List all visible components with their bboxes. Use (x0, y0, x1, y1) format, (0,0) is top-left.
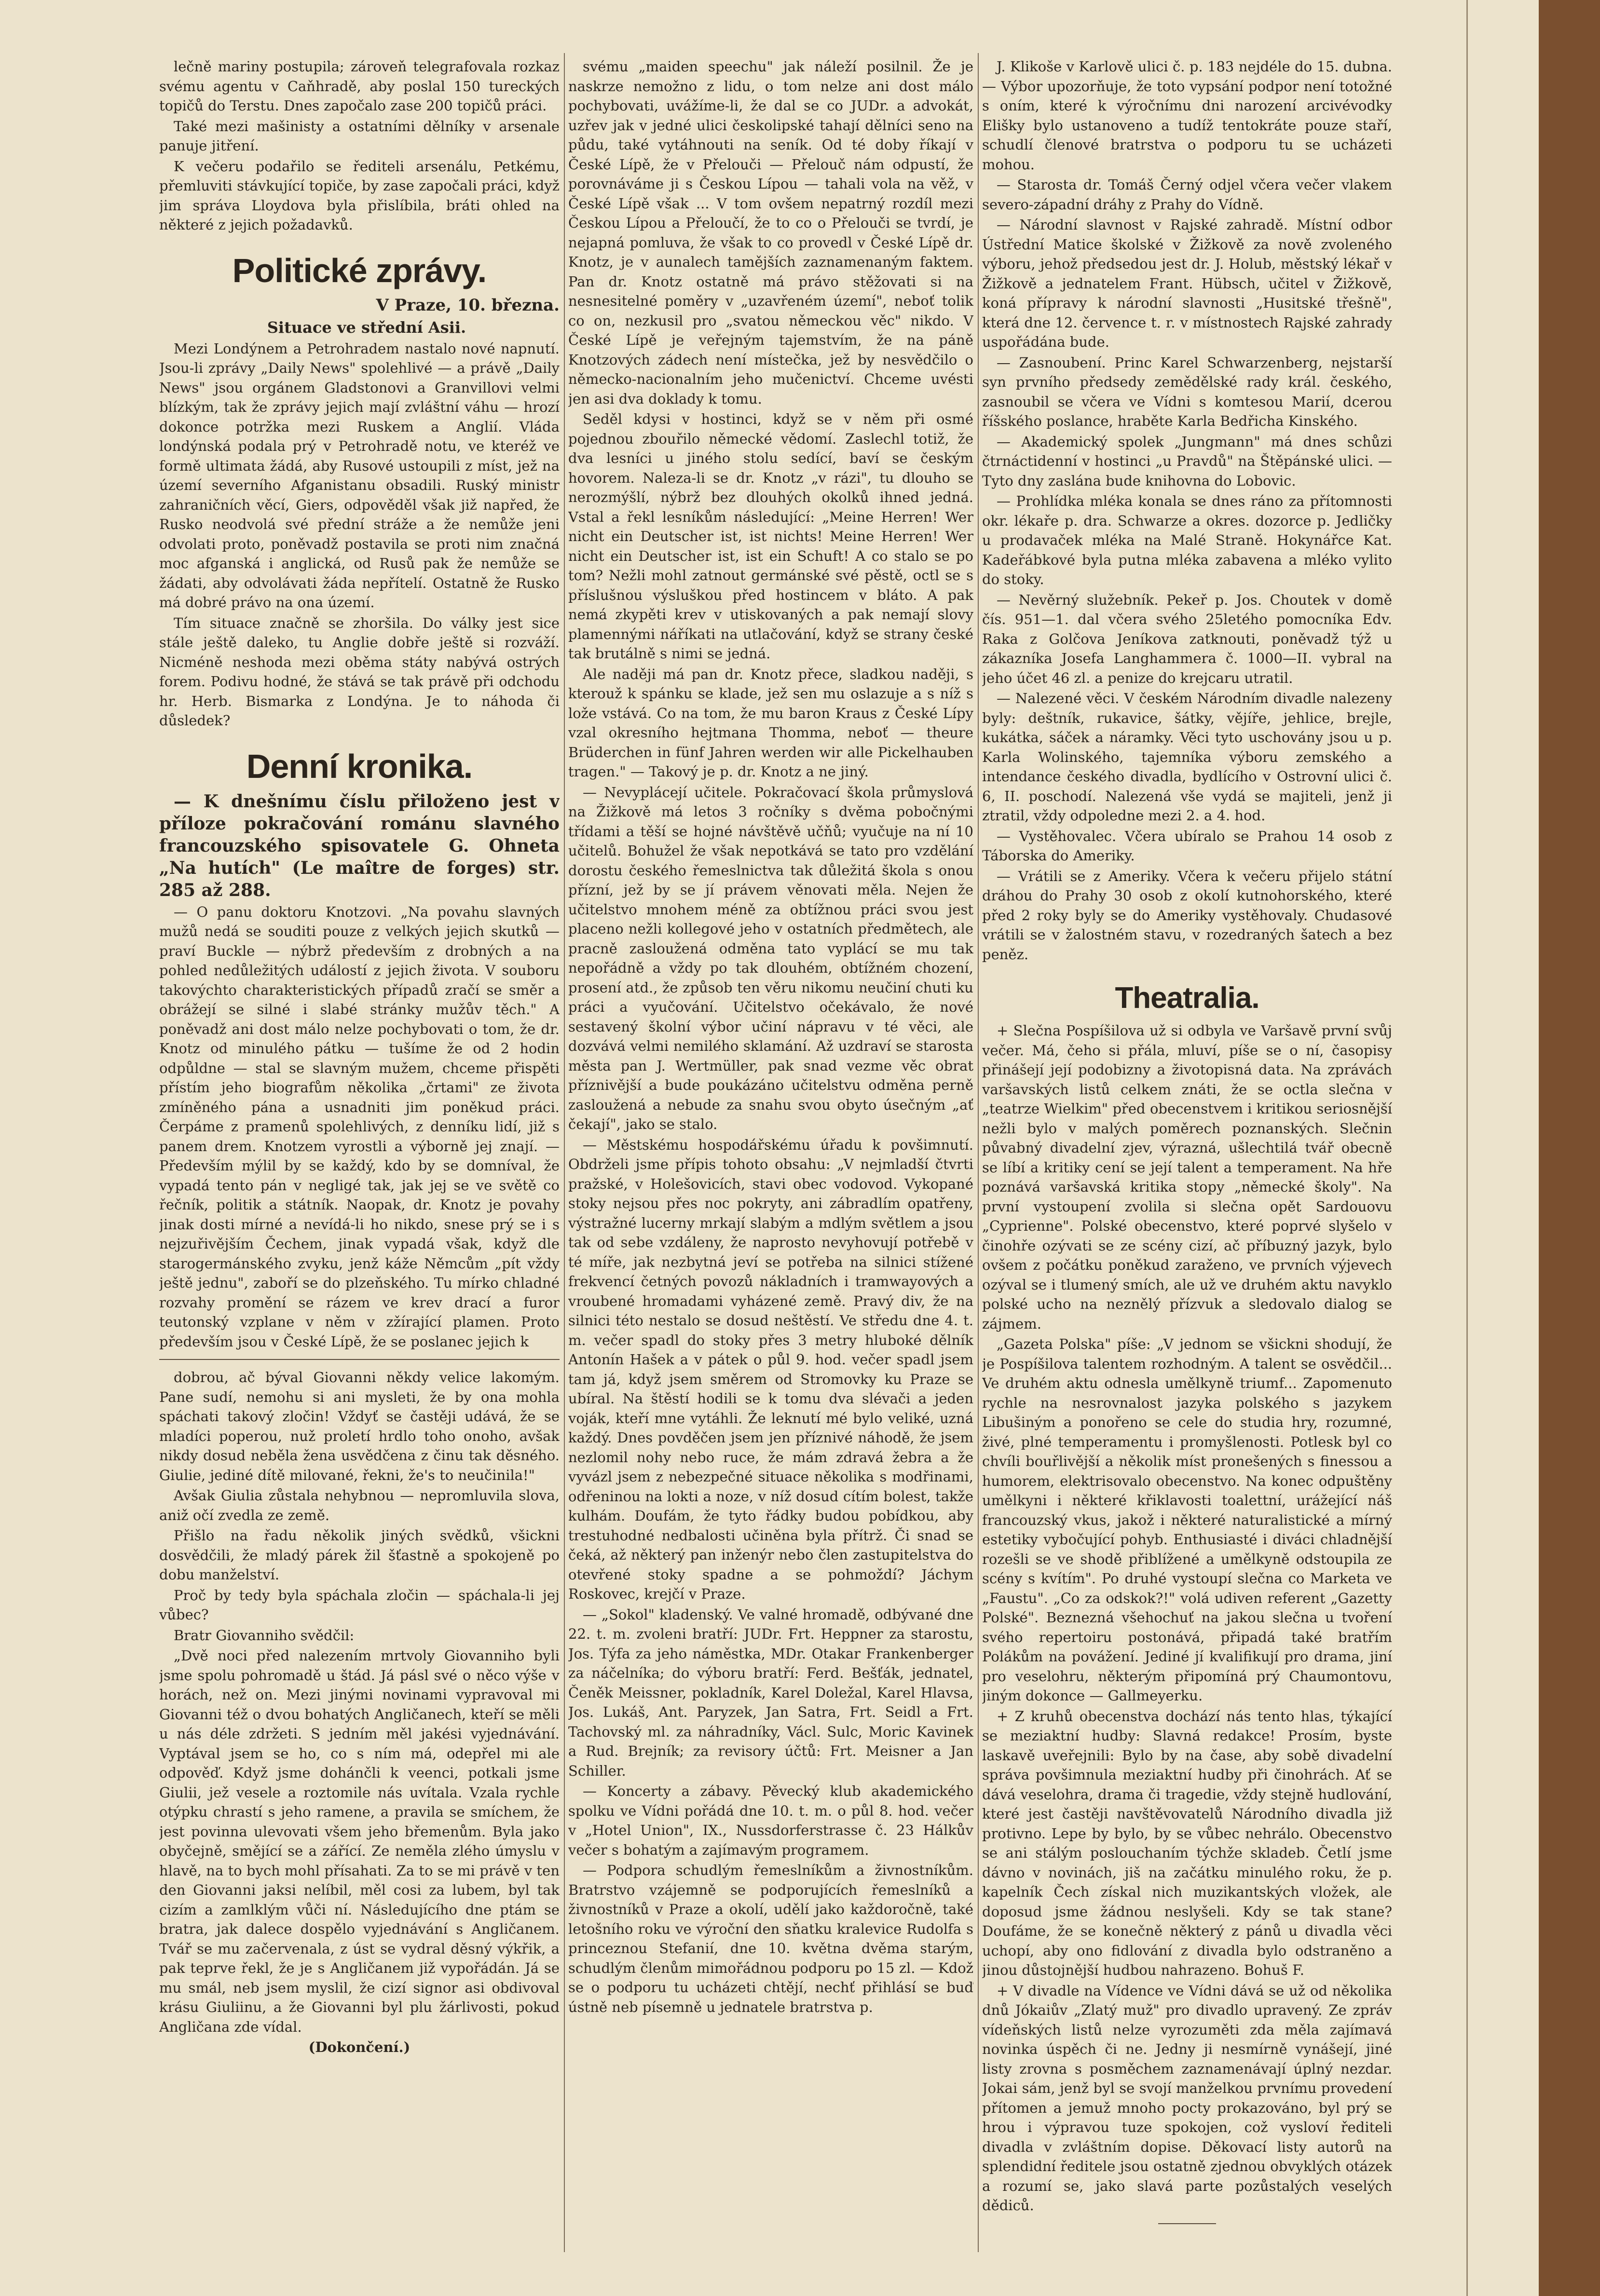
paragraph: + Slečna Pospíšilova už si odbyla ve Varšavě první svůj večer. Má, čeho si přála, mluví, píše se o ní, časopisy přinášejí její podobizny a životopisná data. Na zprávách varšavských listů celkem znáti, že se octla slečna v „teatrze Wielkim" před obecenstvem i kritikou seriosnější nežli bylo v malých poměrech poznanských. Slečnin půvabný divadelní zjev, výrazná, ušlechtilá tvář obecně se líbí a kritiky cení se její talent a temperament. Na hře poznává varšavská kritika stopy „německé školy". Na první vystoupení zvolila si slečna opět Sardouovu „Cyprienne". Polské obecenstvo, které poprvé slyšelo v činohře ozývati se ze scény cizí, ač příbuzný jazyk, bylo ovšem z počátku poněkud zaraženo, ve prvních výjevech ozýval se i tlumený smích, ale už ve druhém aktu navyklo polské ucho na neznělý přízvuk a sledovalo dialog se zájmem. (982, 1022, 1392, 1332)
section-heading: Denní kronika. (246, 747, 473, 785)
column-rule (978, 53, 979, 2252)
paragraph: Ale naději má pan dr. Knotz přece, sladkou naději, s kterouž k spánku se klade, jež sen mu oslazuje a s níž s lože vstává. Co na tom, že mu baron Kraus z České Lípy vzal okresního hejtmana Thomma, neboť — theure Brüderchen in fünf Jahren werden wir alle Pickelhauben tragen." — Takový je p. dr. Knotz a ne jiný. (568, 666, 973, 780)
paragraph: dobrou, ač býval Giovanni někdy velice lakomým. Pane sudí, nemohu si ani mysleti, že by ona mohla spáchati takový zločin! Vždyť se častěji udává, že se mladíci poperou, nuž proletí hrdlo toho onoho, avšak nikdy dosud neběla žena usvědčena z činu tak děsného. Giulie, jediné dítě milované, řekni, že's to neučinila!" (159, 1369, 560, 1483)
paragraph: — „Sokol" kladenský. Ve valné hromadě, odbývané dne 22. t. m. zvoleni bratří: JUDr. Frt. Heppner za starostu, Jos. Týfa za jeho náměstka, MDr. Otakar Frankenberger za náčelníka; do výboru bratří: Ferd. Bešťák, jednatel, Čeněk Meissner, pokladník, Karel Doležal, Karel Hlavsa, Jos. Lukáš, Ant. Paryzek, Jan Satra, Frt. Seidl a Frt. Tachovský ml. za náhradníky, Václ. Sulc, Moric Kavinek a Rud. Brejník; za revisory účtů: Frt. Meisner a Jan Schiller. (568, 1606, 973, 1779)
paragraph: — Akademický spolek „Jungmann" má dnes schůzi čtrnáctidenní v hostinci „u Pravdů" na Štěpánské ulici. — Tyto dny zaslána bude knihovna do Lobovic. (982, 433, 1392, 489)
paragraph: — Vystěhovalec. Včera ubíralo se Prahou 14 osob z Táborska do Ameriky. (982, 828, 1392, 864)
paragraph: — Vrátili se z Ameriky. Včera k večeru přijelo státní dráhou do Prahy 30 osob z okolí kutnohorského, které před 2 roky byly se do Ameriky vystěhovaly. Chudasové vrátili se v žalostném stavu, v rozedraných šatech a bez peněz. (982, 868, 1392, 963)
feuilleton-divider (159, 1359, 560, 1360)
paragraph: — Nevěrný služebník. Pekeř p. Jos. Choutek v domě čís. 951—1. dal včera svého 25letého pomocníka Edv. Raka z Golčova Jeníkova zatknouti, poněvadž týž u zákazníka Josefa Langhammera č. 1000—II. vybral na jeho účet 46 zl. a penize do krejcaru utratil. (982, 591, 1392, 686)
paragraph: Proč by tedy byla spáchala zločin — spáchala-li jej vůbec? (159, 1587, 560, 1623)
paragraph: J. Klikoše v Karlově ulici č. p. 183 nejdéle do 15. dubna. — Výbor upozorňuje, že toto vypsání podpor není totožné s oním, které k výročnímu dni narození arcivévodky Elišky bylo ustanoveno a tudíž tentokráte pouze staří, schudlí členové bratrstva o podporu tu se ucházeti mohou. (982, 58, 1392, 173)
column-1 (159, 57, 560, 2275)
paragraph: Bratr Giovanniho svědčil: (174, 1627, 355, 1644)
paragraph: — Podpora schudlým řemeslníkům a živnostníkům. Bratrstvo vzájemně se podporujících řemeslníků a živnostníků v Praze a okolí, udělí jako každoročně, také letošního roku ve výroční den sňatku kralevice Rudolfa s princeznou Stefanií, dne 10. května dvěma starým, schudlým členům mimořádnou podporu po 15 zl. — Kdož se o podporu tu ucházeti chtějí, nechť přihlásí se buď ústně neb písemně u jednatele bratrstva p. (568, 1862, 973, 2015)
paragraph: — Nevyplácejí učitele. Pokračovací škola průmyslová na Žižkově má letos 3 ročníky s dvěma pobočnými třídami a těší se hojné návštěvě učňů; vyučuje na ní 10 učitelů. Bohužel že však nepotkává se tato pro vzdělání dorostu českého řemeslnictva tak důležitá škola s onou přízní, jež by se jí právem věnovati měla. Nejen že učitelstvo mnohem méně za obtížnou práci svou jest placeno nežli kollegové jeho v ostatních předmětech, ale pracně zasloužená odměna tato vyplácí se mu tak nepořádně a vždy po tak dlouhém, obtížném chození, prosení atd., že způsob ten věru nikomu neučiní chuti ku práci a vyučování. Učitelstvo očekávalo, že nové sestavený školní výbor učiní nápravu v té věci, ale dozvává velmi nemilého sklamání. Až uzdraví se starosta města pan J. Wertmüller, pak snad vezme věc obrat příznivější a bude poukázáno učitelstvu odměna perně zasloužená a nebude za snahu svou obyto úsečným „ať čekají", jako se stalo. (568, 784, 973, 1132)
paragraph: lečně mariny postupila; zároveň telegrafovala rozkaz svému agentu v Caňhradě, aby poslal 150 tureckých topičů do Terstu. Dnes započalo zase 200 topičů práci. (159, 58, 560, 114)
paragraph: Tím situace značně se zhoršila. Do války jest sice stále ještě daleko, tu Anglie dobře ještě si rozváží. Nicméně neshoda mezi oběma státy nabývá ostrých forem. Podivu hodné, že stává se tak právě při odchodu hr. Herb. Bismarka z Londýna. Je to náhoda či důsledek? (159, 614, 560, 729)
page-edge-damage (1539, 0, 1600, 2296)
paragraph: — Zasnoubení. Princ Karel Schwarzenberg, nejstarší syn prvního předsedy zemědělské rady král. českého, zasnoubil se včera ve Vídni s komtesou Marií, dcerou říšského poslance, hraběte Karla Bedřicha Kinského. (982, 354, 1392, 429)
paragraph: Také mezi mašinisty a ostatními dělníky v arsenale panuje jitření. (159, 118, 560, 154)
paragraph: — Koncerty a zábavy. Pěvecký klub akademického spolku ve Vídni pořádá dne 10. t. m. o půl 8. hod. večer v „Hotel Union", IX., Nussdorferstrasse č. 23 Hálkův večer s bohatým a zajímavým programem. (568, 1783, 973, 1858)
paragraph: svému „maiden speechu" jak náleží posilnil. Že je naskrze nemožno z lidu, o tom nelze ani dost málo pochybovati, uvážíme-li, že dal se co JUDr. a advokát, uzřev jak v jedné ulici českolipské tahají dělníci seno na půdu, také vytáhnouti na seník. Od té doby říkají v České Lípě, že v Přelouči — Přelouč nám odpustí, že porovnáváme ji s Českou Lípou — tahali vola na věž, v České Lípě však ... V tom ovšem nepatrný rozdíl mezi Českou Lípou a Přeloučí, že to co o Přelouči se tvrdí, je nejapná pomluva, že však to co provedl v České Lípě dr. Knotz, je v aunalech tamějších zaznamenaným faktem. Pan dr. Knotz ostatně má právo stěžovati si na nesnesitelné poměry v „uzavřeném území", neboť tolik co on, nezkusil pro „svatou německou věc" nikdo. V České Lípě je veřejným tajemstvím, že na páně Knotzových zádech není místečka, jež by nesvědčilo o německo-nacionalním jeho mučenictví. Chceme uvésti jen asi dva doklady k tomu. (568, 58, 973, 407)
paragraph: — O panu doktoru Knotzovi. „Na povahu slavných mužů nedá se souditi pouze z velkých jejich skutků — praví Buckle — nýbrž především z drobných a na pohled nedůležitých událostí z jejich života. V souboru takovýchto charakteristických případů zračí se směr a obrážejí se silné i slabé stránky mužův těch." A poněvadž ani dost málo nelze pochybovati o tom, že dr. Knotz od minulého pátku — tušíme že od 2 hodin odpůldne — stal se slavným mužem, chceme přispěti přístím jeho biografům několika „črtami" ze života zmíněného pána a usnadniti jim poněkud práci. Čerpáme z pramenů spolehlivých, z denníku lidí, již s panem drem. Knotzem vyrostli a výborně jej znají. — Především mýlil by se každý, kdo by se domníval, že vypadá tento pán v negligé tak, jak jej se ve světě co řečník, politik a státník. Naopak, dr. Knotz je povahy jinak dosti mírné a nevídá-li ho nikdo, snese prý se i s nejzuřivějším Čechem, jinak vypadá však, když dle starogermánského zvyku, jenž káže Němcům „pít vždy ještě jednu", zaboří se do plzeňského. Tu mírko chladné rozvahy promění se rázem ve krev drací a furor teutonský vzplane v něm v zžírající plamen. Proto především jsou v České Lípě, že se poslanec jejich k (159, 903, 560, 1350)
paragraph: — Městskému hospodářskému úřadu k povšimnutí. Obdrželi jsme přípis tohoto obsahu: „V nejmladší čtvrti pražské, v Holešovicích, stavi obec vodovod. Vykopané stoky nejsou přes noc pokryty, ani zábradlím opatřeny, výstražné lucerny mrkají slabým a mdlým světlem a jsou tak od sebe vzdáleny, že naprosto nevyhovují potřebě v té míře, jak nezbytná jeví se potřeba na silnici stížené frekvencí četných povozů nákladních i tramwayových a vroubené hromadami vyházené země. Pravý div, že na silnici této nestalo se dosud neštěstí. Ve středu dne 4. t. m. večer spadl do stoky přes 3 metry hluboké dělník Antonín Hašek a v pátek o půl 9. hod. večer spadl jsem tam já, když jsem směrem od Stromovky ku Praze se ubíral. Na štěstí hodili se k tomu dva slévači a jeden voják, kteří mne vytáhli. Že leknutí mé bylo veliké, uzná každý. Dnes povděčen jsem jen příznivé náhodě, že jsem nezlomil nohy nebo ruce, že mám zdravá žebra a že vyvázl jsem z nebezpečné situace několika s modřinami, odřeninou na lokti a noze, v níž dosud cítím bolest, takže kulhám. Doufám, že tyto řádky budou pobídkou, aby trestuhodné nedbalosti učiněna byla přítrž. Či snad se čeká, až některý pan inženýr nebo člen zastupitelstva do otevřené stoky spadne a se pohmoždí? Jáchym Roskovec, krejčí v Praze. (568, 1136, 973, 1602)
dateline: V Praze, 10. března. (376, 295, 560, 315)
column-2 (568, 57, 973, 2275)
paragraph: — Nalezené věci. V českém Národním divadle nalezeny byly: deštník, rukavice, šátky, vějíře, jehlice, brejle, kukátka, sáček a náramky. Věci tyto uschovány jsou u p. Karla Wolinského, tajemníka výboru zemského a intendance českého divadla, bydlícího v Ostrovní ulici č. 6, II. poschodí. Nalezená vše vydá se majiteli, jenž ji ztratil, vždy odpoledne mezi 2. a 4. hod. (982, 690, 1392, 824)
paragraph: Přišlo na řadu několik jiných svědků, všickni dosvědčili, že mladý párek žil šťastně a spokojeně po dobu manželství. (159, 1527, 560, 1583)
supplement-notice: — K dnešnímu číslu přiloženo jest v příloze pokračování románu slavného francouzského spisovatele G. Ohneta „Na hutích" (Le maître de forges) str. 285 až 288. (159, 791, 560, 900)
paragraph: Avšak Giulia zůstala nehybnou — nepromluvila slova, aniž očí zvedla ze země. (159, 1487, 560, 1523)
article-heading: Situace ve střední Asii. (267, 318, 466, 337)
page-fold-line (1466, 0, 1468, 2296)
column-rule (564, 53, 565, 2252)
paragraph: — Prohlídka mléka konala se dnes ráno za přítomnosti okr. lékaře p. dra. Schwarze a okres. dozorce p. Jedličky u prodavaček mléka na Malé Straně. Hokynářce Kat. Kadeřábkové byla putna mléka zabavena a mléko vylito do stoky. (982, 493, 1392, 587)
paragraph: „Gazeta Polska" píše: „V jednom se všickni shodují, že je Pospíšilova talentem rozhodným. A talent se osvědčil... Ve druhém aktu odnesla umělkyně triumf... Zapomenuto rychle na nesrovnalost jazyka polského s jazykem Libušiným a ponořeno se cele do studia hry, rozumné, živé, plné temperamentu i promyšlenosti. Potlesk byl co chvíli bouřlivější a několik míst pronešených s finessou a humorem, elektrisovalo obecenstvo. Na konec odpuštěny umělkyni i některé křiklavosti toalettní, urážející náš francouzský vkus, jakož i některé naturalistické a mírný estetiky vybočující pohyb. Enthusiasté i diváci chladnější rozešli se ve shodě přiblížené a umělkyně odstoupila ze scény s kvítím". Po druhé vystoupí slečna co Marketa ve „Faustu". „Co za odskok?!" volá udiven referent „Gazetty Polské". Beznezná všehochuť na jakou slečna u tvoření svého repertoiru postonává, připadá také bratřím Polákům na povážení. Jediné jí kvalifikují pro drama, jiní pro veselohru, některým připomíná prý Chaumontovu, jiným dokonce — Gallmeyerku. (982, 1336, 1392, 1704)
paragraph: Seděl kdysi v hostinci, když se v něm při osmé pojednou zbouřilo německé vědomí. Zaslechl totiž, že dva lesníci u jiného stolu sedící, baví se českým hovorem. Naleza-li se dr. Knotz „v rázi", tu dlouho se nerozmýšlí, nýbrž bez dlouhých okolků ihned jedná. Vstal a řekl lesníkům následující: „Meine Herren! Wer nicht ein Deutscher ist, ist nichts! Meine Herren! Wer nicht ein Deutscher ist, ist ein Schuft! A co stalo se po tom? Nežli mohl zatnout germánské své pěstě, octl se s příslušnou výsluškou před hostincem v bláto. A pak nemá zkypěti krev v utiskovaných a pak nemají slovy plamennými náříkati na utlačování, když se strany české tak brutálně s nimi se jedná. (568, 411, 973, 662)
end-rule (1158, 2223, 1216, 2224)
paragraph: Mezi Londýnem a Petrohradem nastalo nové napnutí. Jsou-li zprávy „Daily News" spolehlivé — a právě „Daily News" jsou orgánem Gladstonovi a Granvillovi velmi blízkým, tak že zprávy jejich mají zvláštní váhu — hrozí dokonce potržka mezi Ruskem a Anglií. Vláda londýnská podala prý v Petrohradě notu, ve kteréž ve formě ultimata žádá, aby Rusové ustoupili z míst, jež na území severního Afganistanu obsadili. Ruský ministr zahraničních věcí, Giers, odpověděl však již napřed, že Rusko neodvolá své přední stráže a že nemůže jeni odvolati proto, poněvadž postavila se proti nim značná moc afganská i anglická, od Rusů pak že nemůže se žádati, aby odvolávati žáda nepřítelí. Ostatně že Rusko má dobré právo na ona území. (159, 340, 560, 611)
paragraph: „Dvě noci před nalezením mrtvoly Giovanniho byli jsme spolu pohromadě u štád. Já pásl své o něco výše v horách, než on. Mezi jinými novinami vypravoval mi Giovanni též o dvou bohatých Angličanech, kteří se měli u nás déle zdržeti. S jedním měl jakési vyjednávání. Vyptával jsem se ho, co s ním má, odepřel mi ale odpověď. Když jsme dohánčli k veenci, potkali jsme Giulii, jež vesele a roztomile nás uvítala. Vzala rychle otýpku chrastí s jeho ramene, a pravila se smíchem, že jest povinna ulevovati všem jeho břemenům. Byla jako obyčejně, smějící se a zářící. Ze neměla zlého úmyslu v hlavě, na to bych mohl přísahati. Za to se mi právě v ten den Giovanni jaksi nelíbil, měl cosi za lubem, byl tak cizím a zamlklým vůči ní. Následujícího dne ptám se bratra, jak dalece dospělo vyjednávání s Angličanem. Tvář se mu začervenala, z úst se vydral děsný výkřik, a pak teprve řekl, že je s Angličanem již vypořádán. Já se mu smál, neb jsem myslil, že cizí signor asi obdivoval krásu Giuliinu, a že Giovanni byl plu žárlivosti, pokud Angličana zde vídal. (159, 1647, 560, 2035)
continuation-note: (Dokončení.) (308, 2039, 410, 2055)
section-heading: Politické zprávy. (232, 251, 487, 289)
paragraph: + V divadle na Vídence ve Vídni dává se už od několika dnů Jókaiův „Zlatý muž" pro divadlo upravený. Ze zpráv vídeňských listů nelze vyrozuměti zda měla zajímavá novinka úspěch či ne. Jedny ji nesmírně vynášejí, jiné listy zrovna s posměchem zaznamenávají úplný nezdar. Jokai sám, jenž byl se svojí manželkou prvnímu provedení přítomen a jemuž mnoho pocty prokazováno, byl prý se hrou i výpravou tuze spokojen, což vysloví řediteli divadla v zvláštním dopise. Děkovací listy autorů na splendidní ředitele jsou ostatně zjednou obvyklých otázek a rozumí se, jako slavá parte pozůstalých veselých dědiců. (982, 1982, 1392, 2214)
paragraph: + Z kruhů obecenstva dochází nás tento hlas, týkající se meziaktní hudby: Slavná redakce! Prosím, byste laskavě uveřejnili: Bylo by na čase, aby sobě divadelní správa povšimnula meziaktní hudby při činohrách. Ať se dává veselohra, drama či tragedie, vždy stejně hudlování, které jest častěji navštěvovatelů Národního divadla již protivno. Lepe by bylo, by se vůbec nehrálo. Obecenstvo se ani stálým poslouchaním týchže skladeb. Četlí jsme dávno v novinách, jiš na začátku minulého roku, že p. kapelník Čech získal nich muzikantských vložek, ale doposud jsme žádnou neslyšeli. Kdy se tak stane? Doufáme, že se konečně některý z pánů u divadla věci uchopí, aby ono fidlování z divadla bylo odstraněno a jinou důstojnější hudbou nahrazeno. Bohuš F. (982, 1708, 1392, 1978)
column-3 (982, 57, 1392, 2275)
paragraph: K večeru podařilo se řediteli arsenálu, Petkému, přemluviti stávkující topiče, by zase započali práci, když jim správa Lloydova byla přislíbila, bráti ohled na některé z jejich požadavků. (159, 158, 560, 233)
section-heading: Theatralia. (1115, 981, 1259, 1015)
paragraph: — Národní slavnost v Rajské zahradě. Místní odbor Ústřední Matice školské v Žižkově za nově zvoleného výboru, jehož předsedou jest dr. J. Holub, městský lékař v Žižkově a jednatelem Frant. Hübsch, učitel v Žižkově, koná přípravy k národní slavnosti „Husitské třešně", která dne 12. července t. r. v místnostech Rajské zahrady uspořádána bude. (982, 217, 1392, 350)
paragraph: — Starosta dr. Tomáš Černý odjel včera večer vlakem severo-západní dráhy z Prahy do Vídně. (982, 177, 1392, 213)
